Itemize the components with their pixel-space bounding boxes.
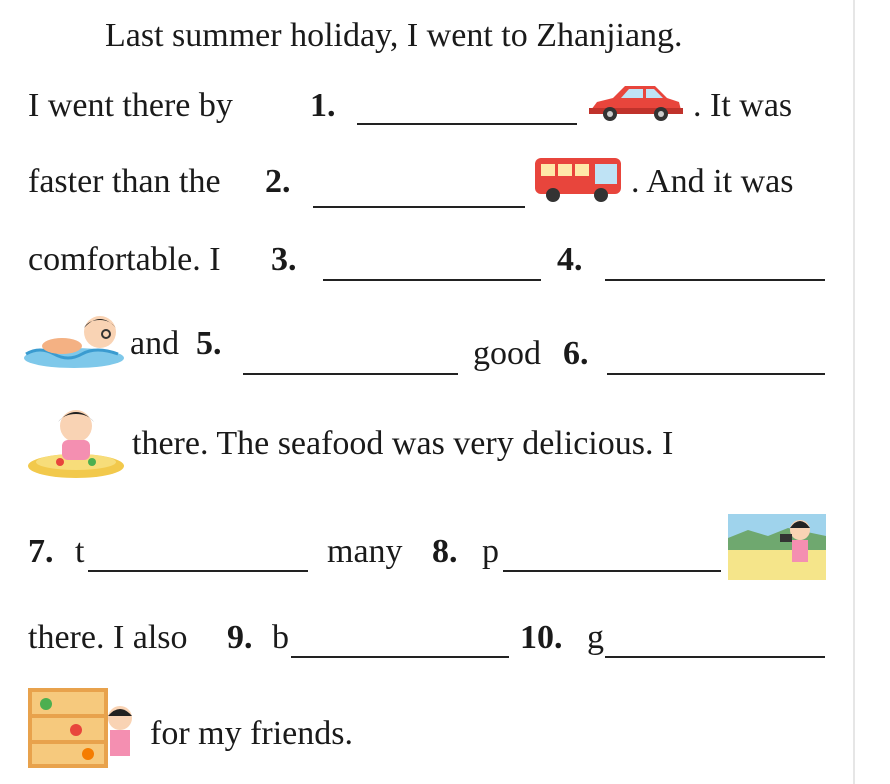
number-7: 7. [28, 533, 54, 570]
hint-9: b [272, 619, 289, 656]
number-2: 2. [265, 163, 291, 200]
line-5-good: good [473, 335, 541, 372]
number-8: 8. [432, 533, 458, 570]
line-2-prefix: I went there by [28, 87, 233, 124]
swimming-picture [22, 306, 126, 372]
blank-1[interactable] [357, 123, 577, 125]
line-7-many: many [327, 533, 403, 570]
blank-3[interactable] [323, 279, 541, 281]
line-9-text: for my friends. [150, 715, 354, 752]
line-4-prefix: comfortable. I [28, 241, 221, 278]
eating-picture [22, 404, 126, 480]
blank-9[interactable] [291, 656, 509, 658]
number-1: 1. [310, 87, 336, 124]
car-picture [585, 80, 685, 124]
line-3-suffix: . And it was [631, 163, 794, 200]
line-3-prefix: faster than the [28, 163, 221, 200]
photo-taking-picture [728, 514, 826, 580]
hint-10: g [587, 619, 604, 656]
blank-5[interactable] [243, 373, 458, 375]
line-2-suffix: . It was [693, 87, 793, 124]
number-10: 10. [520, 619, 563, 656]
bus-picture [533, 154, 625, 204]
hint-8: p [482, 533, 499, 570]
number-5: 5. [196, 325, 222, 362]
blank-2[interactable] [313, 206, 525, 208]
blank-6[interactable] [607, 373, 825, 375]
line-6-text: there. The seafood was very delicious. I [132, 425, 674, 462]
shopping-picture [28, 688, 136, 770]
hint-7: t [75, 533, 85, 570]
number-6: 6. [563, 335, 589, 372]
number-9: 9. [227, 619, 253, 656]
blank-10[interactable] [605, 656, 825, 658]
blank-8[interactable] [503, 570, 721, 572]
page-edge-line [853, 0, 855, 784]
number-4: 4. [557, 241, 583, 278]
blank-7[interactable] [88, 570, 308, 572]
line-1-text: Last summer holiday, I went to Zhanjiang. [105, 17, 683, 54]
line-8-prefix: there. I also [28, 619, 188, 656]
number-3: 3. [271, 241, 297, 278]
line-5-and: and [130, 325, 180, 362]
blank-4[interactable] [605, 279, 825, 281]
